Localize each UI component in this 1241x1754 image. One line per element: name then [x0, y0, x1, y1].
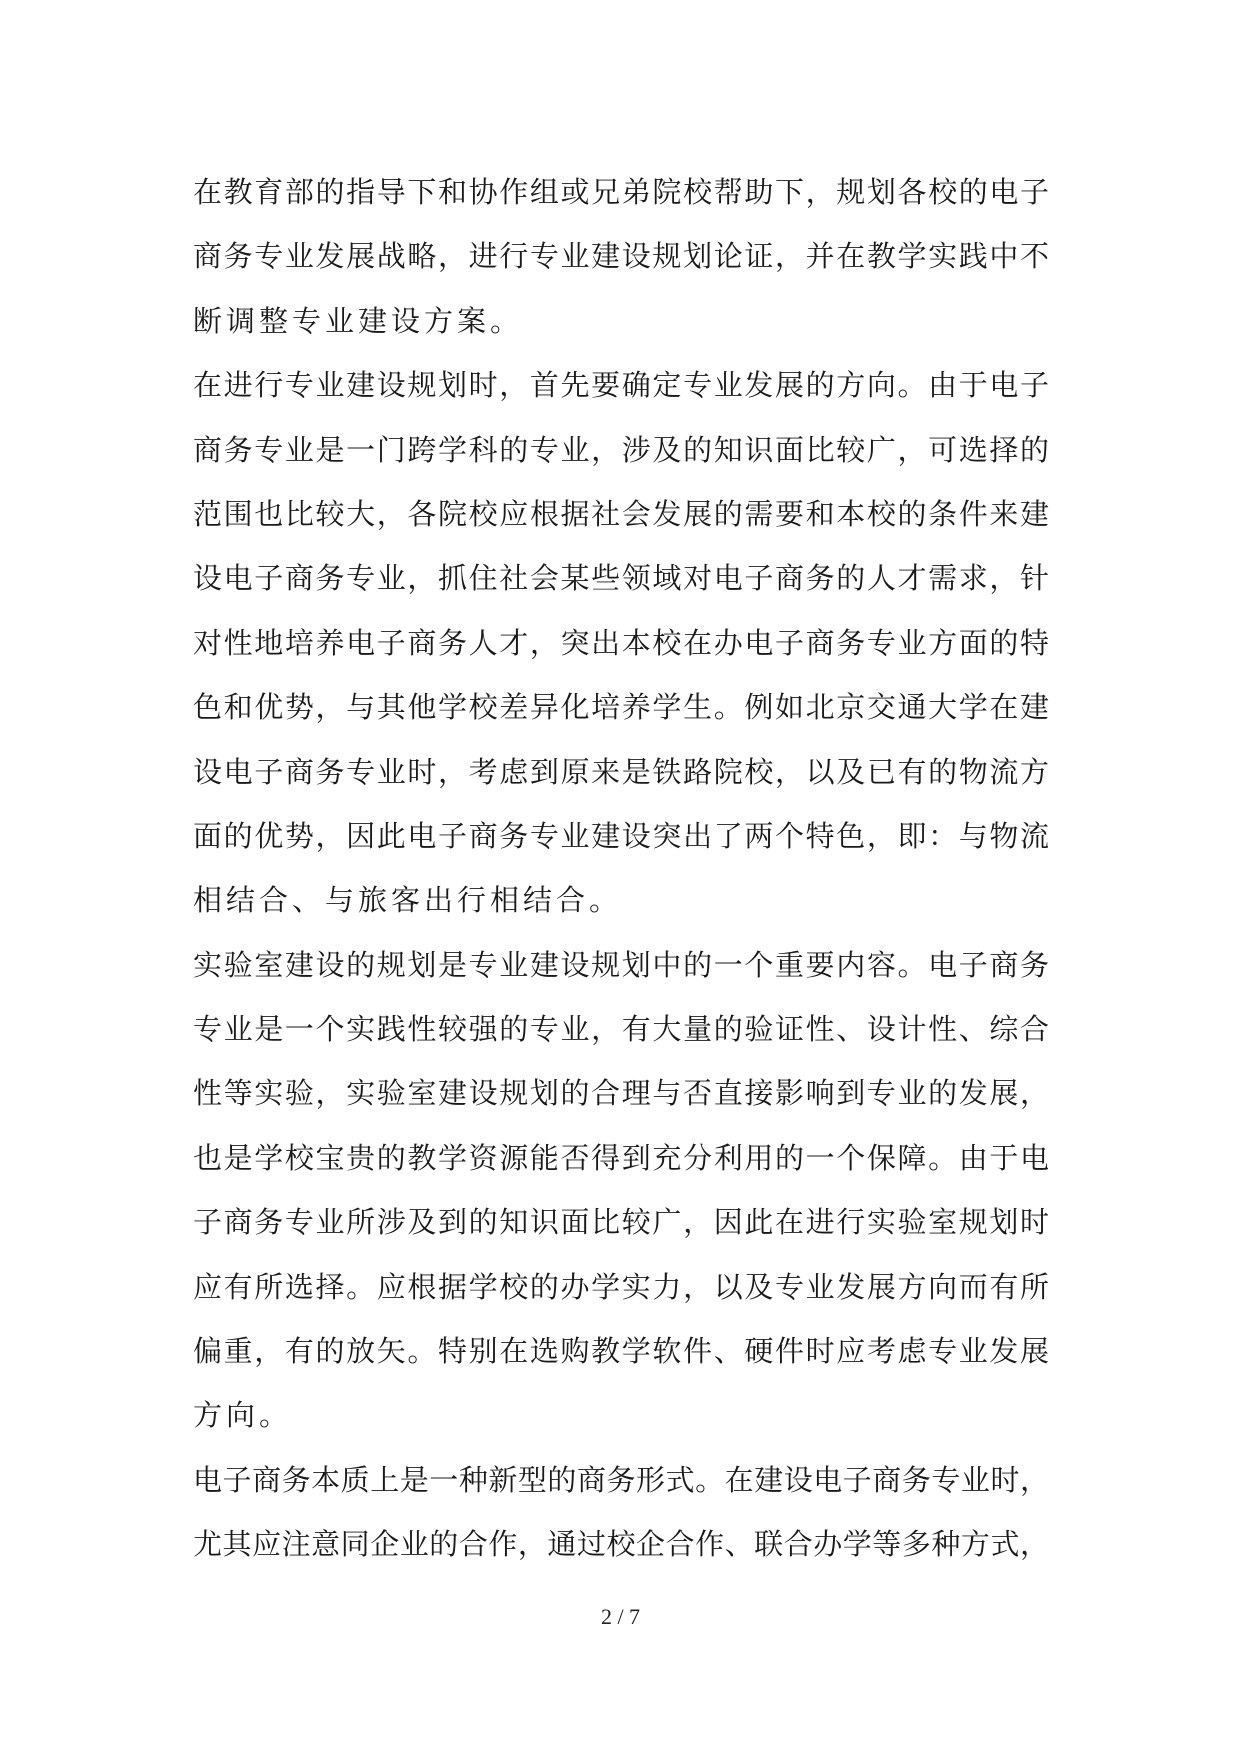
- paragraph-strategy: [193, 160, 1049, 353]
- page-number: 2 / 7: [600, 1604, 641, 1629]
- text-line: 面的优势，因此电子商务专业建设突出了两个特色，即：与物流: [193, 818, 1049, 853]
- text-line: 相结合、与旅客出行相结合。: [193, 883, 623, 918]
- text-line: 在进行专业建设规划时，首先要确定专业发展的方向。由于电子: [193, 368, 1049, 403]
- text-line: 子商务专业所涉及到的知识面比较广，因此在进行实验室规划时: [193, 1205, 1049, 1240]
- text-line: 实验室建设的规划是专业建设规划中的一个重要内容。电子商务: [193, 947, 1049, 982]
- text-line: 设电子商务专业时，考虑到原来是铁路院校，以及已有的物流方: [193, 754, 1049, 789]
- text-line: 商务专业发展战略，进行专业建设规划论证，并在教学实践中不: [193, 239, 1049, 274]
- text-line: 在教育部的指导下和协作组或兄弟院校帮助下，规划各校的电子: [193, 175, 1049, 209]
- text-line: 商务专业是一门跨学科的专业，涉及的知识面比较广，可选择的: [193, 432, 1049, 467]
- text-line: 断调整专业建设方案。: [193, 303, 524, 338]
- text-line: 性等实验，实验室建设规划的合理与否直接影响到专业的发展，: [193, 1076, 1049, 1111]
- text-line: 色和优势，与其他学校差异化培养学生。例如北京交通大学在建: [193, 690, 1049, 725]
- paragraph-direction: [193, 353, 1049, 933]
- paragraph-laboratory: [193, 933, 1049, 1448]
- text-line: 范围也比较大，各院校应根据社会发展的需要和本校的条件来建: [193, 496, 1049, 531]
- paragraph-enterprise: [193, 1448, 1049, 1577]
- text-line: 方向。: [193, 1398, 293, 1433]
- text-line: 应有所选择。应根据学校的办学实力，以及专业发展方向而有所: [193, 1269, 1049, 1304]
- text-line: 专业是一个实践性较强的专业，有大量的验证性、设计性、综合: [193, 1012, 1049, 1047]
- text-line: 偏重，有的放矢。特别在选购教学软件、硬件时应考虑专业发展: [193, 1334, 1049, 1369]
- text-line: 电子商务本质上是一种新型的商务形式。在建设电子商务专业时，: [193, 1462, 1049, 1497]
- text-line: 对性地培养电子商务人才，突出本校在办电子商务专业方面的特: [193, 625, 1049, 660]
- text-line: 设电子商务专业，抓住社会某些领域对电子商务的人才需求，针: [193, 561, 1049, 596]
- body-text: [193, 160, 1049, 1577]
- text-line: 尤其应注意同企业的合作，通过校企合作、联合办学等多种方式，: [193, 1527, 1049, 1562]
- text-line: 也是学校宝贵的教学资源能否得到充分利用的一个保障。由于电: [193, 1140, 1049, 1175]
